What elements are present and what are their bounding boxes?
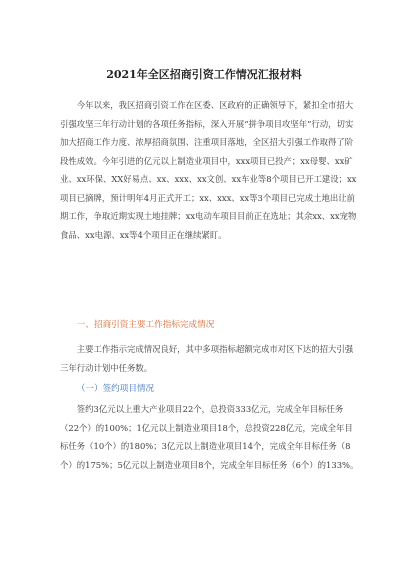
section-heading-1: 一、招商引资主要工作指标完成情况 xyxy=(76,320,215,330)
subsection-heading-1: （一）签约项目情况 xyxy=(76,384,155,394)
signed-projects-paragraph: 签约3亿元以上重大产业项目22个，总投资333亿元，完成全年目标任务（22个）的100%；1亿元以上制造业项目18个，总投资228亿元，完成全年目标任务（10个）的180%；3亿元以上制造业项目14个，完成全年目标任务（8个）的175%；5亿元以上制造业项目8个，完成全年目标任务（6个）的133%。 xyxy=(60,404,359,470)
intro-paragraph: 今年以来，我区招商引资工作在区委、区政府的正确领导下，紧扣全市招大引强攻坚三年行动计划的各项任务指标，深入开展“拼争项目攻坚年”行动，切实加大招商工作力度、浓厚招商氛围、注重项目落地，全区招大引强工作取得了阶段性成效。今年引进的亿元以上制造业项目中，xxx项目已投产；xx母婴、xx矿业、xx环保、XX好易点、xx、xxx、xx文创、xx车业等8个项目已开工建设；xx项目已摘牌，预计明年4月正式开工；xx、xxx、xx等3个项目已完成土地出让前期工作，争取近期实现土地挂牌；xx电动车项目目前正在选址；其余xx、xx宠物食品、xx电源、xx等4个项目正在继续紧盯。 xyxy=(60,100,357,240)
indicators-paragraph: 主要工作指示完成情况良好，其中多项指标超额完成市对区下达的招大引强三年行动计划中任务数。 xyxy=(60,344,354,373)
document-title: 2021年全区招商引资工作情况汇报材料 xyxy=(106,68,302,81)
